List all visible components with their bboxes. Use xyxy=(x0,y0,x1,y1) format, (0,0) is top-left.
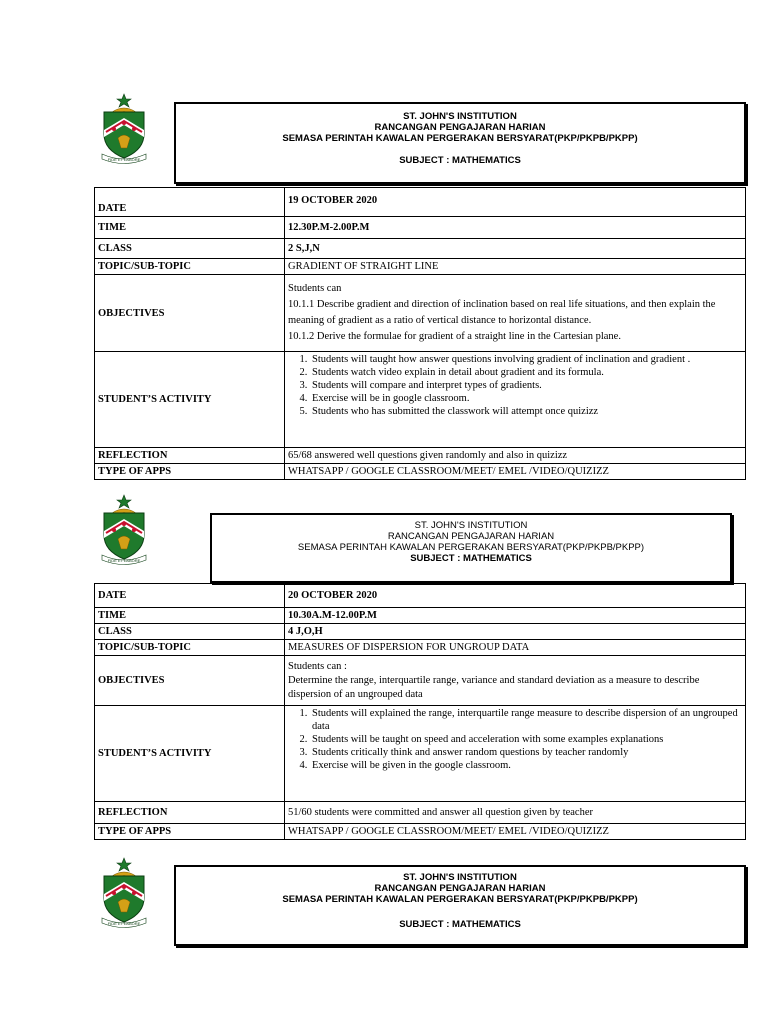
lesson-plan-table xyxy=(94,583,746,840)
objective-intro: Students can xyxy=(288,283,342,294)
activity-item: 5. Students who has submitted the classwork will attempt once quizizz xyxy=(310,405,742,418)
value-class: 4 J,O,H xyxy=(285,624,746,640)
row-date xyxy=(95,188,746,217)
label-time: TIME xyxy=(95,608,285,624)
row-apps xyxy=(95,824,746,840)
label-topic: TOPIC/SUB-TOPIC xyxy=(95,259,285,275)
objective-item: 10.1.2 Derive the formulae for gradient of a straight line in the Cartesian plane. xyxy=(288,331,621,342)
activity-item: 1. Students will taught how answer questions involving gradient of inclination and gradient . xyxy=(310,353,742,366)
objective-item: Determine the range, interquartile range, variance and standard deviation as a measure to describe dispersion of an ungrouped data xyxy=(288,674,700,700)
subject-title: SUBJECT : MATHEMATICS xyxy=(399,155,521,166)
period-title: SEMASA PERINTAH KAWALAN PERGERAKAN BERSYARAT(PKP/PKPB/PKPP) xyxy=(282,894,638,905)
objective-item: 10.1.1 Describe gradient and direction of inclination based on real life situations, and then explain the meaning of gradient as a ratio of vertical distance to horizontal distance. xyxy=(288,299,716,326)
row-time xyxy=(95,608,746,624)
row-class xyxy=(95,239,746,259)
value-objectives xyxy=(285,656,746,706)
lesson-plan-table xyxy=(94,187,746,480)
row-date xyxy=(95,584,746,608)
activity-list xyxy=(288,353,742,418)
institution-name: ST. JOHN'S INSTITUTION xyxy=(403,872,517,883)
row-class xyxy=(95,624,746,640)
value-class: 2 S,J,N xyxy=(285,239,746,259)
plan-title: RANCANGAN PENGAJARAN HARIAN xyxy=(374,883,546,894)
school-crest-icon xyxy=(96,856,152,928)
row-objectives xyxy=(95,656,746,706)
label-time: TIME xyxy=(95,217,285,239)
period-title: SEMASA PERINTAH KAWALAN PERGERAKAN BERSYARAT(PKP/PKPB/PKPP) xyxy=(297,542,645,553)
activity-list xyxy=(288,707,742,772)
value-date: 19 OCTOBER 2020 xyxy=(285,188,746,217)
activity-item: 4. Exercise will be given in the google classroom. xyxy=(310,759,742,772)
objective-intro: Students can : xyxy=(288,660,347,672)
school-header xyxy=(210,513,732,583)
value-date: 20 OCTOBER 2020 xyxy=(285,584,746,608)
value-activity xyxy=(285,352,746,448)
school-crest-icon xyxy=(96,493,152,565)
value-activity xyxy=(285,706,746,802)
row-activity xyxy=(95,706,746,802)
subject-title: SUBJECT : MATHEMATICS xyxy=(399,919,521,930)
activity-item: 4. Exercise will be in google classroom. xyxy=(310,392,742,405)
value-topic: MEASURES OF DISPERSION FOR UNGROUP DATA xyxy=(285,640,746,656)
subject-title: SUBJECT : MATHEMATICS xyxy=(410,553,532,564)
activity-item: 2. Students watch video explain in detail about gradient and its formula. xyxy=(310,366,742,379)
row-activity xyxy=(95,352,746,448)
row-reflection xyxy=(95,802,746,824)
plan-title: RANCANGAN PENGAJARAN HARIAN xyxy=(374,122,546,133)
row-reflection xyxy=(95,448,746,464)
activity-item: 1. Students will explained the range, interquartile range measure to describe dispersion of an ungrouped data xyxy=(310,707,742,733)
value-topic: GRADIENT OF STRAIGHT LINE xyxy=(285,259,746,275)
label-activity: STUDENT’S ACTIVITY xyxy=(95,352,285,448)
plan-title: RANCANGAN PENGAJARAN HARIAN xyxy=(387,531,555,542)
label-apps: TYPE OF APPS xyxy=(95,824,285,840)
activity-item: 3. Students critically think and answer random questions by teacher randomly xyxy=(310,746,742,759)
label-objectives: OBJECTIVES xyxy=(95,275,285,352)
crest-motto: FIDE ET LABORE xyxy=(107,921,141,926)
row-topic xyxy=(95,640,746,656)
crest-motto: FIDE ET LABORE xyxy=(107,157,141,162)
value-apps: WHATSAPP / GOOGLE CLASSROOM/MEET/ EMEL /VIDEO/QUIZIZZ xyxy=(285,824,746,840)
school-header xyxy=(174,102,746,184)
crest-motto: FIDE ET LABORE xyxy=(107,558,141,563)
row-topic xyxy=(95,259,746,275)
label-apps: TYPE OF APPS xyxy=(95,464,285,480)
label-date: DATE xyxy=(95,584,285,608)
label-reflection: REFLECTION xyxy=(95,802,285,824)
label-class: CLASS xyxy=(95,239,285,259)
label-reflection: REFLECTION xyxy=(95,448,285,464)
label-objectives: OBJECTIVES xyxy=(95,656,285,706)
value-time: 10.30A.M-12.00P.M xyxy=(285,608,746,624)
label-activity: STUDENT’S ACTIVITY xyxy=(95,706,285,802)
activity-item: 3. Students will compare and interpret types of gradients. xyxy=(310,379,742,392)
institution-name: ST. JOHN'S INSTITUTION xyxy=(403,111,517,122)
period-title: SEMASA PERINTAH KAWALAN PERGERAKAN BERSYARAT(PKP/PKPB/PKPP) xyxy=(282,133,638,144)
institution-name: ST. JOHN'S INSTITUTION xyxy=(414,520,528,531)
row-apps xyxy=(95,464,746,480)
value-objectives xyxy=(285,275,746,352)
activity-item: 2. Students will be taught on speed and acceleration with some examples explanations xyxy=(310,733,742,746)
row-objectives xyxy=(95,275,746,352)
school-header xyxy=(174,865,746,946)
value-time: 12.30P.M-2.00P.M xyxy=(285,217,746,239)
label-topic: TOPIC/SUB-TOPIC xyxy=(95,640,285,656)
value-reflection: 51/60 students were committed and answer all question given by teacher xyxy=(285,802,746,824)
value-apps: WHATSAPP / GOOGLE CLASSROOM/MEET/ EMEL /VIDEO/QUIZIZZ xyxy=(285,464,746,480)
school-crest-icon xyxy=(96,92,152,164)
label-class: CLASS xyxy=(95,624,285,640)
label-date: DATE xyxy=(95,188,285,217)
value-reflection: 65/68 answered well questions given randomly and also in quizizz xyxy=(285,448,746,464)
row-time xyxy=(95,217,746,239)
